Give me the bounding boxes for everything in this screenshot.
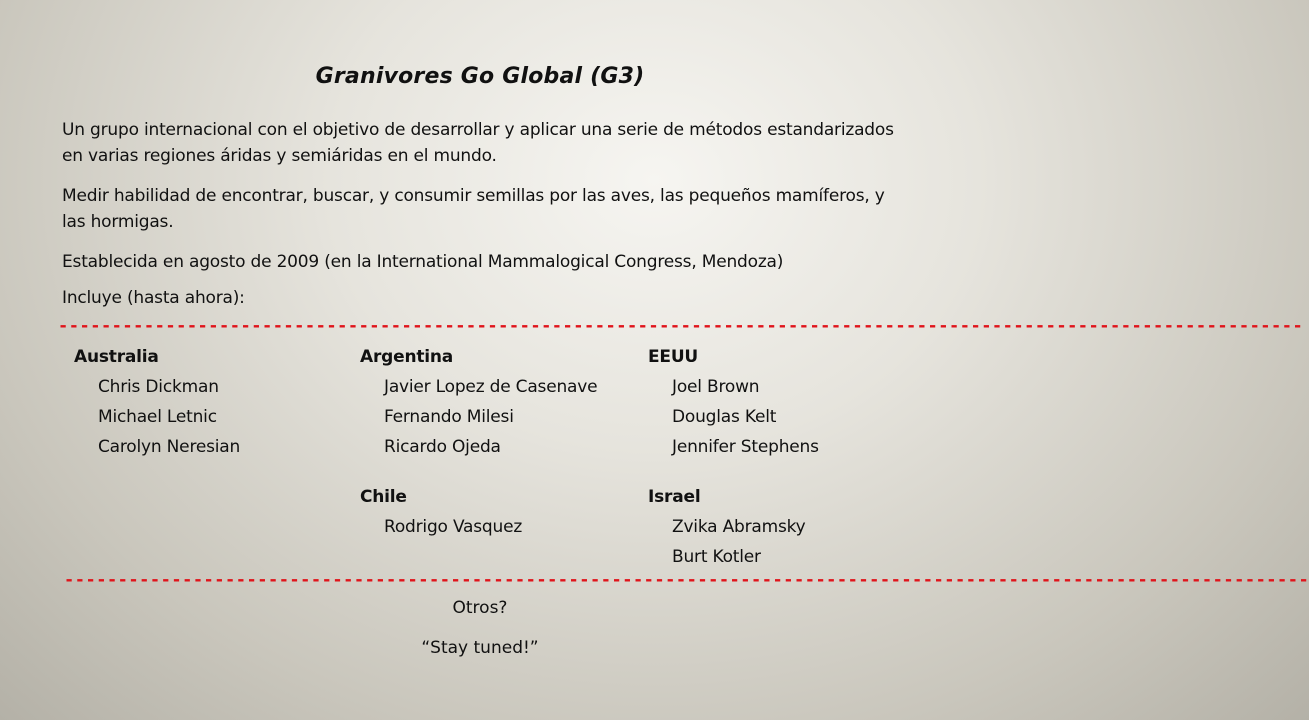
member-name: Chris Dickman xyxy=(98,377,219,397)
divider-bottom: -------------------------------------------------------------------------------------------------------------------- xyxy=(64,570,1309,590)
member-name: Ricardo Ojeda xyxy=(384,437,501,457)
country-eeuu xyxy=(648,342,819,462)
slide-title: Granivores Go Global (G3) xyxy=(315,64,645,89)
country-name: Israel xyxy=(648,487,701,507)
paragraph-group-description: Un grupo internacional con el objetivo de desarrollar y aplicar una serie de métodos estandarizados en varias regiones áridas y semiáridas en el mundo. xyxy=(62,120,894,166)
country-name: Australia xyxy=(74,347,159,367)
closing-quote: “Stay tuned!” xyxy=(421,638,539,658)
member-name: Zvika Abramsky xyxy=(672,517,806,537)
closing-question: Otros? xyxy=(452,598,508,618)
country-israel xyxy=(648,482,806,572)
member-name: Fernando Milesi xyxy=(384,407,514,427)
member-name: Rodrigo Vasquez xyxy=(384,517,523,537)
member-name: Burt Kotler xyxy=(672,547,761,567)
paragraph-includes: Incluye (hasta ahora): xyxy=(62,288,245,308)
paragraph-measurement-goal: Medir habilidad de encontrar, buscar, y consumir semillas por las aves, las pequeños mamíferos, y las hormigas. xyxy=(62,186,885,232)
member-name: Carolyn Neresian xyxy=(98,437,241,457)
country-name: Chile xyxy=(360,487,407,507)
member-name: Joel Brown xyxy=(672,377,760,397)
paragraph-established: Establecida en agosto de 2009 (en la International Mammalogical Congress, Mendoza) xyxy=(62,252,784,272)
country-argentina xyxy=(360,342,597,462)
member-name: Jennifer Stephens xyxy=(672,437,819,457)
member-name: Javier Lopez de Casenave xyxy=(384,377,598,397)
country-name: EEUU xyxy=(648,347,699,367)
country-australia xyxy=(74,342,240,462)
country-name: Argentina xyxy=(360,347,454,367)
divider-top: -------------------------------------------------------------------------------------------------------------------- xyxy=(58,316,1304,336)
member-name: Michael Letnic xyxy=(98,407,217,427)
member-name: Douglas Kelt xyxy=(672,407,777,427)
country-chile xyxy=(360,482,522,542)
